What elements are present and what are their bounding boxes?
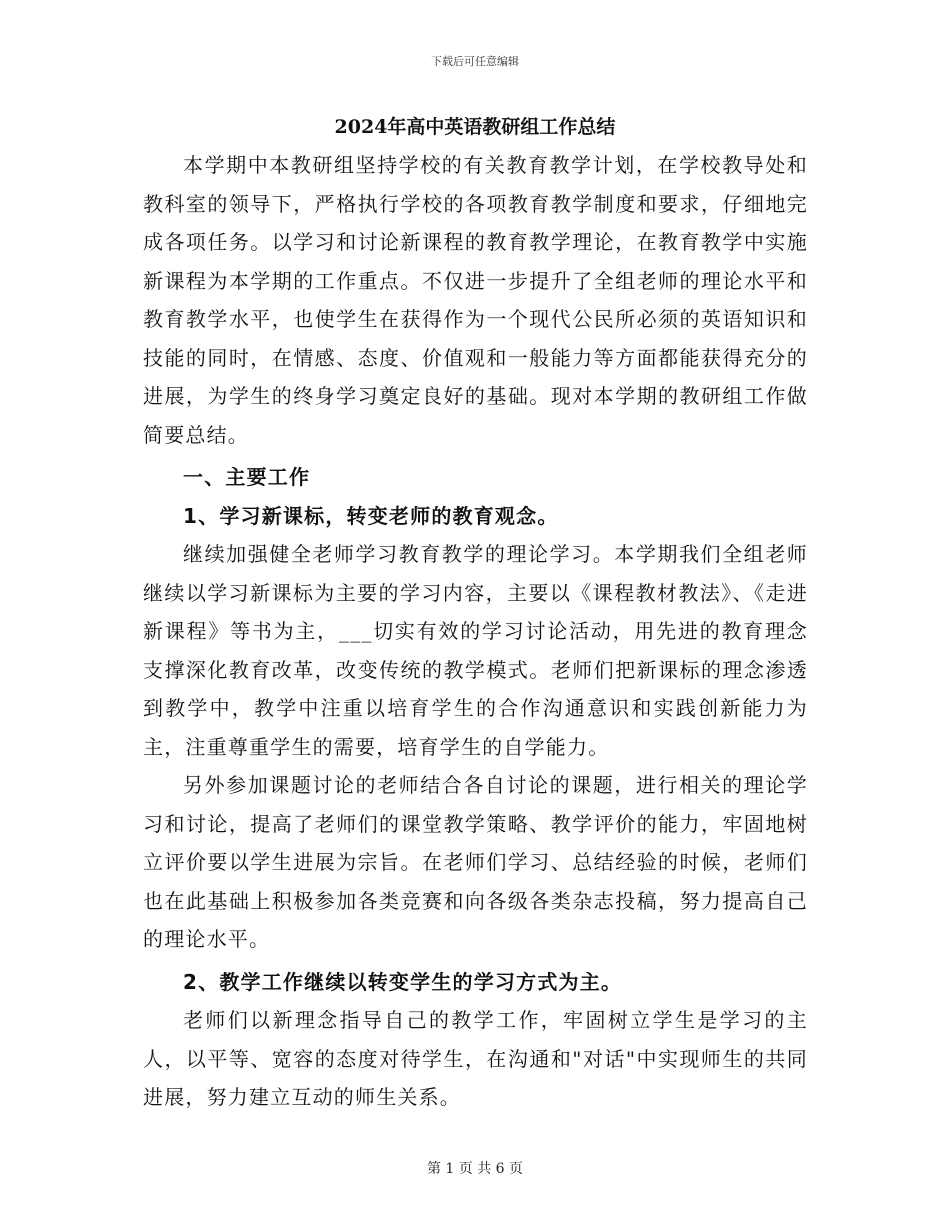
section-heading-main-work: 一、主要工作 (183, 465, 311, 489)
page-header-note: 下载后可任意编辑 (431, 55, 519, 68)
intro-paragraph: 本学期中本教研组坚持学校的有关教育教学计划，在学校教导处和教科室的领导下，严格执行学校的各项教育教学制度和要求，仔细地完成各项任务。以学习和讨论新课程的教育教学理论，在教育教学中实施新课程为本学期的工作重点。不仅进一步提升了全组老师的理论水平和教育教学水平，也使学生在获得作为一个现代公民所必须的英语知识和技能的同时，在情感、态度、价值观和一般能力等方面都能获得充分的进展，为学生的终身学习奠定良好的基础。现对本学期的教研组工作做简要总结。 (143, 153, 808, 447)
item-heading-1: 1、学习新课标，转变老师的教育观念。 (183, 503, 559, 528)
item2-paragraph-1: 老师们以新理念指导自己的教学工作，牢固树立学生是学习的主人，以平等、宽容的态度对待学生，在沟通和"对话"中实现师生的共同进展，努力建立互动的师生关系。 (143, 1008, 808, 1109)
page-number: 第 1 页 共 6 页 (426, 1161, 524, 1177)
item-heading-2: 2、教学工作继续以转变学生的学习方式为主。 (183, 969, 623, 994)
item1-paragraph-2: 另外参加课题讨论的老师结合各自讨论的课题，进行相关的理论学习和讨论，提高了老师们的课堂教学策略、教学评价的能力，牢固地树立评价要以学生进展为宗旨。在老师们学习、总结经验的时候，老师们也在此基础上积极参加各类竞赛和向各级各类杂志投稿，努力提高自己的理论水平。 (143, 773, 808, 951)
item1-paragraph-1: 继续加强健全老师学习教育教学的理论学习。本学期我们全组老师继续以学习新课标为主要的学习内容，主要以《课程教材教法》、《走进新课程》等书为主，___切实有效的学习讨论活动，用先进的教育理念支撑深化教育改革，改变传统的教学模式。老师们把新课标的理念渗透到教学中，教学中注重以培育学生的合作沟通意识和实践创新能力为主，注重尊重学生的需要，培育学生的自学能力。 (143, 542, 808, 759)
document-body (143, 146, 808, 1117)
document-title: 2024年高中英语教研组工作总结 (334, 116, 616, 138)
